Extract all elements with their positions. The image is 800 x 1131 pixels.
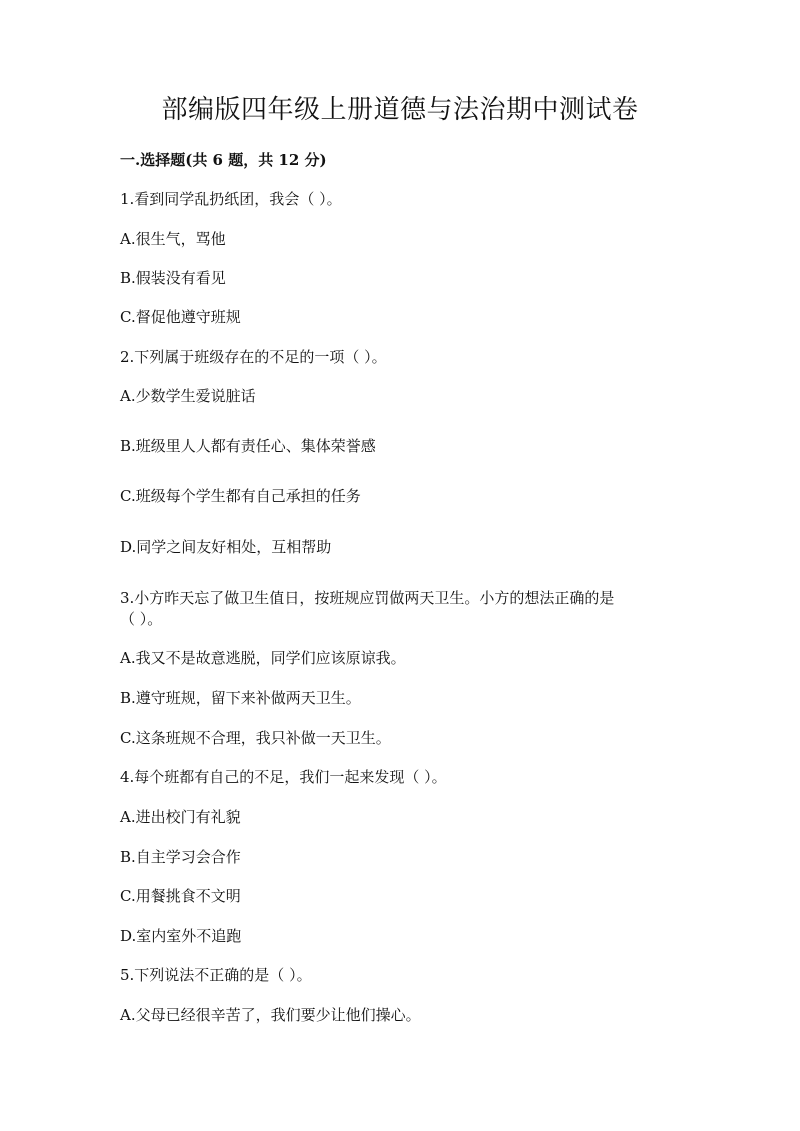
question-4-option-d[interactable]: D.室内室外不追跑 (120, 927, 242, 945)
section-heading: 一.选择题(共 6 题，共 12 分) (120, 151, 327, 169)
question-2-option-a[interactable]: A.少数学生爱说脏话 (120, 387, 256, 405)
question-2-option-b[interactable]: B.班级里人人都有责任心、集体荣誉感 (120, 437, 376, 455)
question-1-option-a[interactable]: A.很生气，骂他 (120, 230, 226, 248)
question-3-stem-line-2: （ ）。 (120, 610, 163, 628)
question-2-option-d[interactable]: D.同学之间友好相处，互相帮助 (120, 538, 332, 556)
question-4-stem: 4.每个班都有自己的不足，我们一起来发现（ ）。 (120, 768, 447, 786)
question-4-option-c[interactable]: C.用餐挑食不文明 (120, 887, 241, 905)
question-3-option-a[interactable]: A.我又不是故意逃脱，同学们应该原谅我。 (120, 649, 406, 667)
question-3-stem-line-1: 3.小方昨天忘了做卫生值日，按班规应罚做两天卫生。小方的想法正确的是 (120, 589, 615, 607)
question-4-option-a[interactable]: A.进出校门有礼貌 (120, 808, 241, 826)
question-1-option-b[interactable]: B.假装没有看见 (120, 269, 226, 287)
question-2-stem: 2.下列属于班级存在的不足的一项（ ）。 (120, 348, 387, 366)
question-4-option-b[interactable]: B.自主学习会合作 (120, 848, 241, 866)
question-1-stem: 1.看到同学乱扔纸团，我会（ ）。 (120, 190, 342, 208)
question-3-option-b[interactable]: B.遵守班规，留下来补做两天卫生。 (120, 689, 361, 707)
question-3-option-c[interactable]: C.这条班规不合理，我只补做一天卫生。 (120, 729, 391, 747)
page-title: 部编版四年级上册道德与法治期中测试卷 (161, 95, 639, 125)
question-2-option-c[interactable]: C.班级每个学生都有自己承担的任务 (120, 487, 361, 505)
question-5-option-a[interactable]: A.父母已经很辛苦了，我们要少让他们操心。 (120, 1006, 421, 1024)
question-1-option-c[interactable]: C.督促他遵守班规 (120, 308, 241, 326)
question-5-stem: 5.下列说法不正确的是（ ）。 (120, 966, 312, 984)
